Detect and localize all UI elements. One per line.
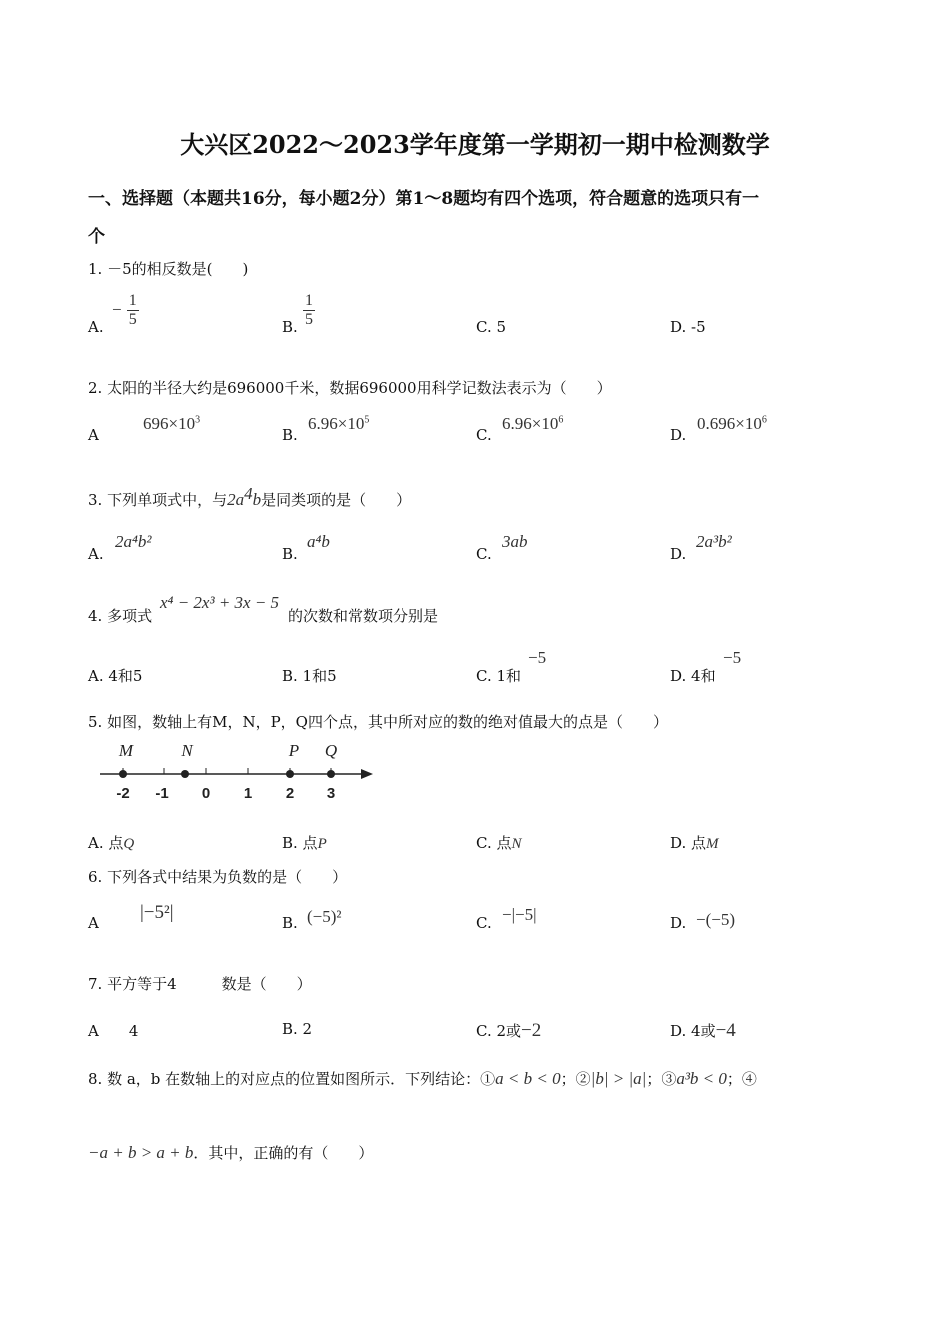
question-3-stem: 3. 下列单项式中，与$2a^4b$是同类项的是（ ） bbox=[88, 484, 412, 509]
point-label: N bbox=[181, 741, 193, 760]
q2-option-d-label: D. bbox=[670, 426, 687, 444]
q4-polynomial: x⁴ − 2x³ + 3x − 5 bbox=[160, 593, 280, 612]
q2-option-b-label: B. bbox=[282, 426, 298, 444]
q4-option-a: A. 4和5 bbox=[88, 667, 143, 685]
question-4-stem-post: 的次数和常数项分别是 bbox=[288, 607, 439, 625]
q2-option-d-math: $0.696\times 10^6$ bbox=[697, 414, 767, 433]
question-7-stem: 7. 平方等于4 数是（ ） bbox=[88, 975, 312, 993]
tick-label: 2 bbox=[285, 785, 295, 802]
q6-option-c-math: −|−5| bbox=[502, 905, 537, 924]
q3-option-d-label: D. bbox=[670, 545, 687, 563]
question-8-stem: 8. 数 a，b 在数轴上的对应点的位置如图所示．下列结论：①a < b < 0；②|b| > |a|；③a³b < 0；④ bbox=[88, 1069, 757, 1088]
tick-label: 1 bbox=[243, 785, 253, 802]
number-line-figure bbox=[95, 738, 380, 803]
q6-option-b-label: B. bbox=[282, 914, 298, 932]
question-2-stem: 2. 太阳的半径大约是696000千米，数据696000用科学记数法表示为（ ） bbox=[88, 379, 612, 397]
q5-option-b: B. 点P bbox=[282, 834, 327, 852]
q6-option-a-math: |−5²| bbox=[140, 902, 174, 923]
point-label: P bbox=[288, 741, 300, 760]
point-m bbox=[119, 770, 127, 778]
q4-option-d-math: −5 bbox=[723, 648, 742, 667]
tick-label: -2 bbox=[116, 785, 130, 802]
q1-option-a-label: A. bbox=[88, 318, 104, 336]
q1-option-a-math: − $\frac{1}{5}$ bbox=[112, 292, 137, 328]
q5-option-a: A. 点Q bbox=[88, 834, 135, 852]
q1-option-b-label: B. bbox=[282, 318, 298, 336]
q6-option-d-math: −(−5) bbox=[696, 910, 735, 929]
page-title: 大兴区2022～2023学年度第一学期初一期中检测数学 bbox=[180, 130, 770, 159]
q3-option-c-math: 3ab bbox=[502, 532, 528, 551]
q4-option-b: B. 1和5 bbox=[282, 667, 337, 685]
q7-option-a: A 4 bbox=[88, 1022, 139, 1040]
q4-option-c-math: −5 bbox=[528, 648, 547, 667]
point-label: M bbox=[118, 741, 134, 760]
question-6-stem: 6. 下列各式中结果为负数的是（ ） bbox=[88, 868, 348, 886]
q3-option-a-math: 2a⁴b² bbox=[115, 532, 152, 551]
tick-label: 3 bbox=[326, 785, 336, 802]
q3-option-d-math: 2a³b² bbox=[696, 532, 732, 551]
q3-option-a-label: A. bbox=[88, 545, 104, 563]
q7-option-b: B. 2 bbox=[282, 1020, 313, 1038]
q5-option-c: C. 点N bbox=[476, 834, 522, 852]
section-heading: 一、选择题（本题共16分，每小题2分）第1～8题均有四个选项，符合题意的选项只有一 bbox=[88, 189, 760, 209]
point-n bbox=[181, 770, 189, 778]
number-line-arrow bbox=[361, 769, 373, 779]
section-heading-cont: 个 bbox=[88, 227, 105, 247]
point-label: Q bbox=[324, 741, 338, 760]
q2-option-c-label: C. bbox=[476, 426, 492, 444]
q6-option-d-label: D. bbox=[670, 914, 687, 932]
q2-option-b-math: $6.96\times 10^5$ bbox=[308, 414, 370, 433]
tick-label: 0 bbox=[201, 785, 211, 802]
question-5-stem: 5. 如图，数轴上有M，N，P，Q四个点，其中所对应的数的绝对值最大的点是（ ） bbox=[88, 713, 668, 731]
q2-option-a-label: A bbox=[88, 426, 99, 444]
q3-option-b-label: B. bbox=[282, 545, 298, 563]
q4-option-c-label: C. 1和 bbox=[476, 667, 522, 685]
q7-option-d: D. 4或−4 bbox=[670, 1020, 736, 1041]
q2-option-a-math: $696\times 10^3$ bbox=[143, 414, 201, 433]
q5-option-d: D. 点M bbox=[670, 834, 719, 852]
q1-option-c: C. 5 bbox=[476, 318, 507, 336]
q1-option-b-math: $\frac{1}{5}$ bbox=[305, 292, 313, 328]
point-q bbox=[327, 770, 335, 778]
q2-option-c-math: $6.96\times 10^6$ bbox=[502, 414, 564, 433]
q4-option-d-label: D. 4和 bbox=[670, 667, 716, 685]
q3-option-b-math: a⁴b bbox=[307, 532, 330, 551]
question-1-stem: 1. －5的相反数是( ) bbox=[88, 260, 249, 278]
q7-option-c: C. 2或−2 bbox=[476, 1020, 542, 1041]
q6-option-b-math: (−5)² bbox=[307, 907, 342, 926]
q6-option-a-label: A bbox=[88, 914, 99, 932]
question-8-stem-cont: −a + b > a + b．其中，正确的有（ ） bbox=[88, 1143, 374, 1162]
question-4-stem-pre: 4. 多项式 bbox=[88, 607, 153, 625]
q6-option-c-label: C. bbox=[476, 914, 492, 932]
point-p bbox=[286, 770, 294, 778]
q1-option-d: D. -5 bbox=[670, 318, 706, 336]
q3-option-c-label: C. bbox=[476, 545, 492, 563]
tick-label: -1 bbox=[155, 785, 169, 802]
